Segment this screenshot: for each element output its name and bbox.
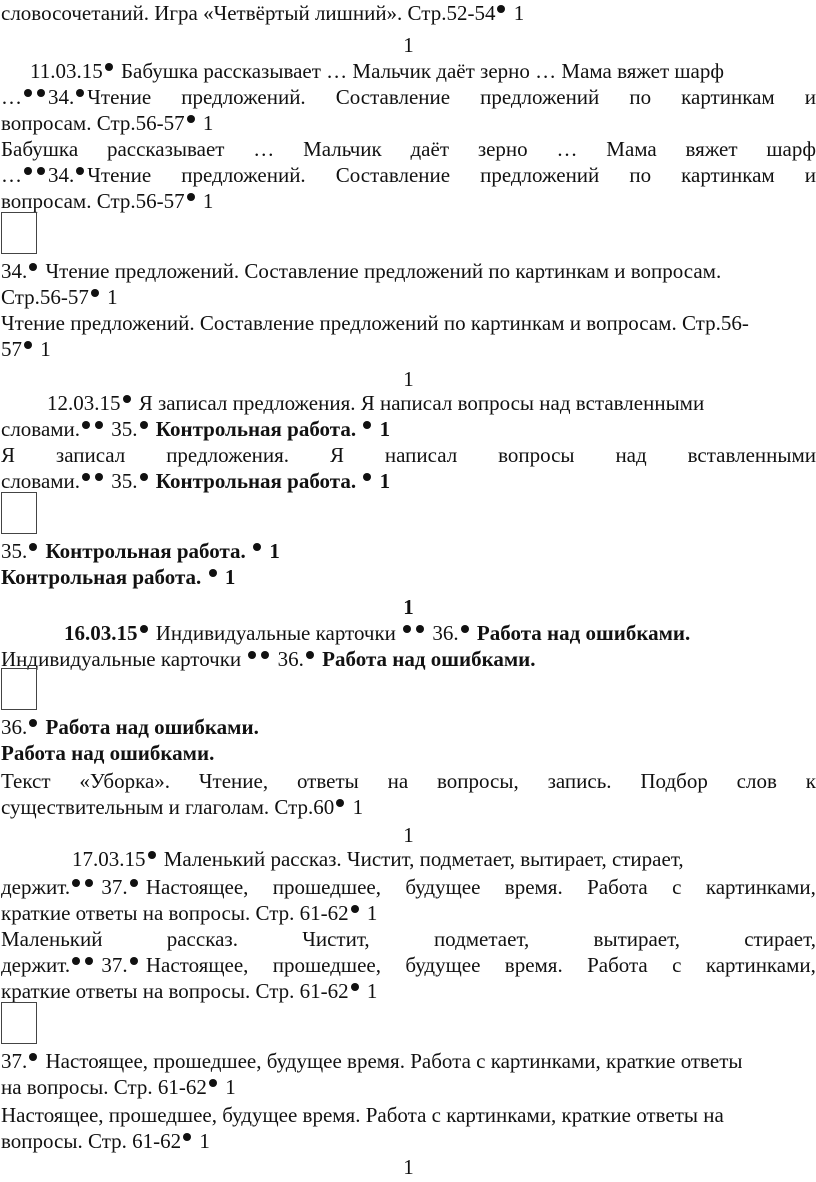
word: прошедшее,	[272, 953, 381, 977]
word: по	[629, 85, 652, 109]
word: Работа	[587, 953, 648, 977]
text-line	[1, 1074, 816, 1100]
bullet-icon	[72, 957, 80, 965]
page-mark-text: 1	[403, 33, 414, 57]
lesson-number: 35.	[1, 539, 28, 563]
page-mark	[1, 822, 816, 848]
bullet-icon	[183, 1133, 191, 1141]
word: вставленными	[687, 443, 816, 467]
word: по	[629, 163, 652, 187]
hours: 1	[366, 901, 378, 925]
text-line	[1, 390, 816, 416]
line-text: вопросам. Стр.56-57	[1, 189, 185, 213]
bullet-icon	[363, 473, 371, 481]
line-text: Настоящее, прошедшее, будущее время. Работа с картинками, краткие ответы на	[1, 1103, 724, 1127]
bullet-icon	[461, 625, 469, 633]
bullet-icon	[85, 879, 93, 887]
text-line	[1, 1128, 816, 1154]
text-line	[1, 564, 816, 590]
word: и	[804, 85, 816, 109]
word: с	[672, 953, 682, 977]
line-text: Я записал предложения. Я написал вопросы над вставленными	[138, 391, 705, 415]
lesson-number: 34.	[48, 163, 75, 187]
text-line-justified	[1, 136, 816, 162]
lesson-date: 11.03.15	[30, 59, 103, 83]
bullet-icon	[29, 1053, 37, 1061]
line-text: вопросам. Стр.56-57	[1, 111, 185, 135]
line-text: Настоящее, прошедшее, будущее время. Работа с картинками, краткие ответы	[45, 1049, 743, 1073]
page-mark	[1, 32, 816, 58]
word: время.	[504, 953, 563, 977]
bullet-icon	[351, 983, 359, 991]
word: картинками,	[705, 953, 816, 977]
word: вопросы,	[437, 769, 519, 793]
bullet-icon	[336, 799, 344, 807]
bullet-icon	[187, 193, 195, 201]
lesson-topic: Работа над ошибками.	[45, 715, 259, 739]
lesson-topic: Контрольная работа.	[45, 539, 246, 563]
hours: 1	[202, 189, 214, 213]
line-text: краткие ответы на вопросы. Стр. 61-62	[1, 901, 349, 925]
word: предложения.	[166, 443, 290, 467]
word: подметает,	[433, 927, 530, 951]
hours: 1	[224, 565, 236, 589]
lesson-date: 16.03.15	[64, 621, 138, 645]
word: рассказывает	[106, 137, 225, 161]
lesson-date: 17.03.15	[72, 847, 146, 871]
line-text: словами.	[1, 417, 81, 441]
bullet-icon	[105, 63, 113, 71]
bullet-icon	[29, 719, 37, 727]
text-line	[1, 846, 816, 872]
bullet-icon	[91, 289, 99, 297]
text-line	[1, 0, 816, 26]
line-text: Маленький рассказ. Чистит, подметает, вытирает, стирает,	[163, 847, 684, 871]
hours: 1	[352, 795, 364, 819]
lesson-number: 37.	[101, 875, 128, 899]
bullet-icon	[29, 263, 37, 271]
line-text: краткие ответы на вопросы. Стр. 61-62	[1, 979, 349, 1003]
bullet-icon	[95, 473, 103, 481]
table-cell-box	[1, 668, 37, 710]
text-line	[1, 310, 816, 336]
text-line-justified	[1, 84, 816, 110]
text-line	[1, 794, 816, 820]
word: Подбор	[640, 769, 708, 793]
line-text: вопросы. Стр. 61-62	[1, 1129, 182, 1153]
bullet-icon	[130, 879, 138, 887]
word: держит.	[1, 875, 71, 899]
text-line-justified	[1, 768, 816, 794]
text-line	[1, 740, 816, 766]
bullet-icon	[209, 1079, 217, 1087]
word: предложений.	[181, 163, 306, 187]
word: картинкам	[681, 85, 775, 109]
page-mark-text: 1	[403, 595, 414, 619]
word: к	[805, 769, 816, 793]
line-text: Чтение предложений. Составление предложений по картинкам и вопросам. Стр.56-	[1, 311, 749, 335]
bullet-icon	[306, 651, 314, 659]
hours: 1	[202, 111, 214, 135]
ellipsis: …	[1, 163, 22, 187]
bullet-icon	[140, 473, 148, 481]
bullet-icon	[37, 89, 45, 97]
hours: 1	[107, 285, 118, 309]
lesson-topic: Контрольная работа.	[155, 469, 357, 493]
lesson-number: 36.	[1, 715, 28, 739]
word: стирает,	[744, 927, 816, 951]
word: написал	[384, 443, 458, 467]
hours: 1	[379, 417, 391, 441]
word: картинками,	[705, 875, 816, 899]
line-head	[1, 84, 151, 110]
bullet-icon	[351, 905, 359, 913]
bullet-icon	[24, 341, 32, 349]
word: Настоящее,	[145, 875, 249, 899]
word: Я	[1, 443, 16, 467]
word: Мама	[606, 137, 657, 161]
page-mark	[1, 366, 816, 392]
word: вытирает,	[593, 927, 680, 951]
word: запись.	[547, 769, 612, 793]
word: …	[556, 137, 578, 161]
table-cell-box	[1, 492, 37, 534]
text-line	[1, 188, 816, 214]
word: вяжет	[685, 137, 738, 161]
bullet-icon	[76, 167, 84, 175]
word: Я	[329, 443, 344, 467]
line-text: Бабушка рассказывает … Мальчик даёт зерно … Мама вяжет шарф	[120, 59, 724, 83]
page-mark	[1, 1154, 816, 1180]
word: будущее	[405, 875, 481, 899]
bullet-icon	[416, 625, 424, 633]
text-line-justified	[1, 162, 816, 188]
lesson-number: 36.	[277, 647, 304, 671]
bullet-icon	[363, 421, 371, 429]
bullet-icon	[37, 167, 45, 175]
bullet-icon	[140, 625, 148, 633]
word: Настоящее,	[145, 953, 249, 977]
line-text: Индивидуальные карточки	[155, 621, 396, 645]
line-text: Стр.56-57	[1, 285, 89, 309]
word: Текст	[1, 769, 51, 793]
lesson-number: 35.	[111, 417, 138, 441]
word: с	[672, 875, 682, 899]
lesson-number: 37.	[1, 1049, 28, 1073]
word: даёт	[410, 137, 450, 161]
text-line	[1, 416, 816, 442]
line-text: Чтение предложений. Составление предложений по картинкам и вопросам.	[45, 259, 722, 283]
lesson-number: 34.	[48, 85, 75, 109]
text-line-justified	[1, 926, 816, 952]
text-line-justified	[1, 952, 816, 978]
line-text: на вопросы. Стр. 61-62	[1, 1075, 207, 1099]
lesson-topic: Работа над ошибками.	[1, 741, 215, 765]
word: будущее	[405, 953, 481, 977]
word: …	[253, 137, 275, 161]
text-line	[1, 336, 816, 362]
text-line	[1, 646, 816, 672]
hours: 1	[269, 539, 280, 563]
bullet-icon	[82, 473, 90, 481]
bullet-icon	[95, 421, 103, 429]
word: ответы	[296, 769, 359, 793]
line-head	[1, 874, 248, 900]
bullet-icon	[253, 543, 261, 551]
text-line-justified	[1, 874, 816, 900]
page-mark-text: 1	[403, 823, 414, 847]
line-text: 57	[1, 337, 22, 361]
word: Составление	[335, 85, 451, 109]
word: вопросы	[498, 443, 575, 467]
lesson-topic: Контрольная работа.	[1, 565, 202, 589]
text-line	[1, 978, 816, 1004]
text-line	[1, 620, 816, 646]
word: предложений	[480, 163, 600, 187]
bullet-icon	[123, 395, 131, 403]
lesson-topic: Работа над ошибками.	[476, 621, 691, 645]
bullet-icon	[140, 421, 148, 429]
text-line	[1, 110, 816, 136]
page-mark-text: 1	[403, 367, 414, 391]
ellipsis: …	[1, 85, 22, 109]
text-line	[1, 538, 816, 564]
bullet-icon	[248, 651, 256, 659]
text-line	[1, 1102, 816, 1128]
line-text: словосочетаний. Игра «Четвёртый лишний». Стр.52-54	[1, 1, 496, 25]
word: на	[387, 769, 409, 793]
lesson-topic: Работа над ошибками.	[322, 647, 536, 671]
hours: 1	[40, 337, 51, 361]
hours: 1	[513, 1, 525, 25]
text-line	[1, 258, 816, 284]
lesson-topic: Контрольная работа.	[155, 417, 357, 441]
text-line	[1, 1048, 816, 1074]
text-line	[1, 714, 816, 740]
bullet-icon	[148, 851, 156, 859]
bullet-icon	[76, 89, 84, 97]
line-text: существительным и глаголам. Стр.60	[1, 795, 335, 819]
bullet-icon	[85, 957, 93, 965]
word: Чтение	[87, 85, 152, 109]
word: шарф	[766, 137, 816, 161]
page-mark-text: 1	[403, 1155, 414, 1179]
word: над	[615, 443, 647, 467]
lesson-number: 35.	[111, 469, 138, 493]
bullet-icon	[24, 167, 32, 175]
word: и	[804, 163, 816, 187]
bullet-icon	[130, 957, 138, 965]
bullet-icon	[261, 651, 269, 659]
word: картинкам	[681, 163, 775, 187]
text-line-justified	[1, 442, 816, 468]
bullet-icon	[403, 625, 411, 633]
bullet-icon	[497, 5, 505, 13]
table-cell-box	[1, 1002, 37, 1044]
hours: 1	[199, 1129, 210, 1153]
word: держит.	[1, 953, 71, 977]
bullet-icon	[82, 421, 90, 429]
table-cell-box	[1, 212, 37, 254]
word: Чтение,	[198, 769, 269, 793]
word: Работа	[587, 875, 648, 899]
word: слов	[736, 769, 777, 793]
lesson-number: 37.	[101, 953, 128, 977]
lesson-date: 12.03.15	[47, 391, 121, 415]
hours: 1	[366, 979, 378, 1003]
bullet-icon	[29, 543, 37, 551]
line-text: Индивидуальные карточки	[1, 647, 242, 671]
word: Мальчик	[303, 137, 382, 161]
text-line	[1, 58, 816, 84]
text-line	[1, 468, 816, 494]
text-line	[1, 900, 816, 926]
word: предложений	[480, 85, 600, 109]
text-line	[1, 284, 816, 310]
line-head	[1, 952, 248, 978]
hours: 1	[225, 1075, 236, 1099]
word: предложений.	[181, 85, 306, 109]
word: Маленький	[1, 927, 103, 951]
bullet-icon	[209, 569, 217, 577]
line-head	[1, 162, 151, 188]
line-text: словами.	[1, 469, 81, 493]
lesson-number: 34.	[1, 259, 28, 283]
word: Чистит,	[302, 927, 370, 951]
word: Чтение	[87, 163, 152, 187]
word: прошедшее,	[272, 875, 381, 899]
word: зерно	[477, 137, 528, 161]
lesson-number: 36.	[432, 621, 459, 645]
word: время.	[504, 875, 563, 899]
bullet-icon	[187, 115, 195, 123]
page-mark	[1, 594, 816, 620]
bullet-icon	[24, 89, 32, 97]
word: «Уборка».	[79, 769, 171, 793]
bullet-icon	[72, 879, 80, 887]
word: Бабушка	[1, 137, 79, 161]
word: рассказ.	[166, 927, 238, 951]
hours: 1	[379, 469, 391, 493]
word: записал	[55, 443, 126, 467]
word: Составление	[335, 163, 451, 187]
